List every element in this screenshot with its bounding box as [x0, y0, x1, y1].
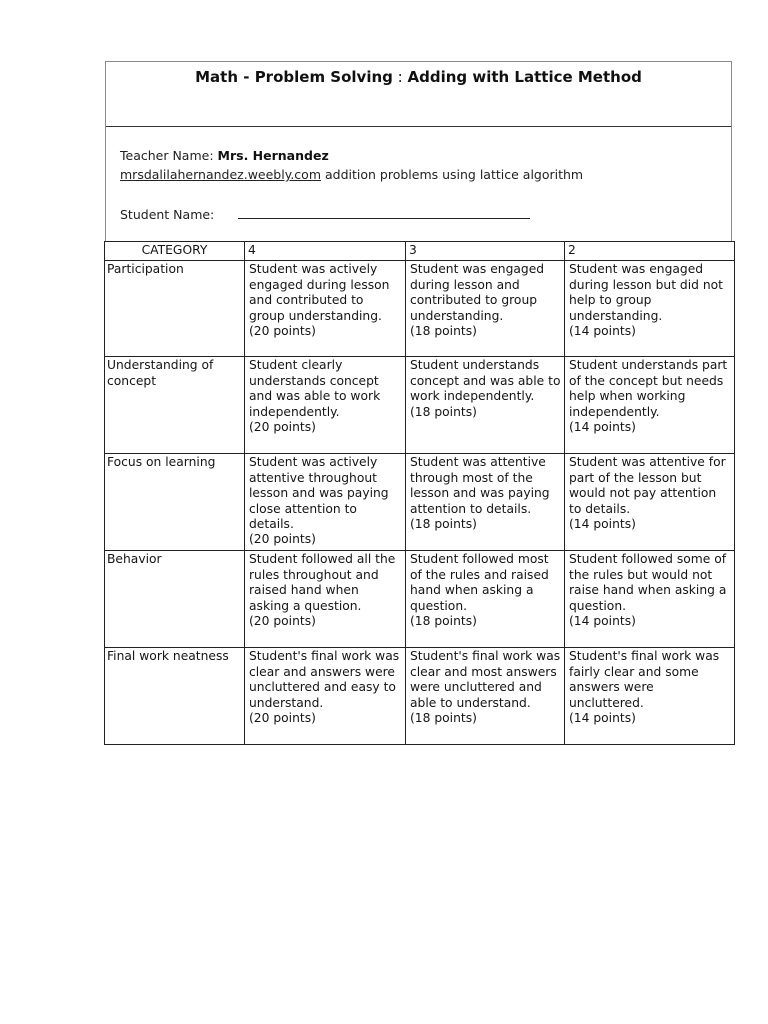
student-label: Student Name: [120, 207, 215, 222]
score-cell [406, 261, 565, 357]
cell-description: Student's final work was fairly clear and some answers were uncluttered. [569, 649, 720, 710]
cell-points: (20 points) [249, 324, 316, 339]
score-cell [565, 261, 735, 357]
student-line [120, 206, 530, 222]
website-link[interactable]: mrsdalilahernandez.weebly.com [120, 167, 321, 182]
table-row [105, 454, 735, 551]
cell-description: Student followed all the rules throughout and raised hand when asking a question. [249, 552, 396, 613]
score-cell [245, 648, 406, 745]
score-cell [245, 261, 406, 357]
cell-points: (20 points) [249, 420, 316, 435]
score-cell [565, 357, 735, 454]
cell-points: (14 points) [569, 517, 636, 532]
cell-description: Student was actively engaged during lesson and contributed to group understanding. [249, 262, 390, 323]
cell-points: (20 points) [249, 532, 316, 547]
score-cell [406, 551, 565, 648]
category-cell: Focus on learning [105, 454, 245, 551]
cell-description: Student was actively attentive throughout lesson and was paying close attention to details. [249, 455, 389, 532]
cell-description: Student's final work was clear and answers were uncluttered and easy to understand. [249, 649, 400, 710]
title-topic: Adding with Lattice Method [407, 68, 642, 86]
cell-points: (14 points) [569, 324, 636, 339]
cell-points: (18 points) [410, 711, 477, 726]
cell-points: (14 points) [569, 711, 636, 726]
cell-description: Student was attentive for part of the lesson but would not pay attention to details. [569, 455, 726, 516]
teacher-name: Mrs. Hernandez [217, 148, 329, 163]
cell-points: (20 points) [249, 711, 316, 726]
teacher-label: Teacher Name: [120, 148, 218, 163]
description-line [120, 167, 583, 182]
description-text: addition problems using lattice algorithm [321, 167, 584, 182]
cell-description: Student clearly understands concept and was able to work independently. [249, 358, 381, 419]
column-header-2: 2 [565, 242, 735, 261]
cell-points: (18 points) [410, 614, 477, 629]
cell-description: Student was engaged during lesson and contributed to group understanding. [410, 262, 545, 323]
cell-description: Student understands part of the concept but needs help when working independently. [569, 358, 728, 419]
category-cell: Understanding of concept [105, 357, 245, 454]
cell-points: (14 points) [569, 614, 636, 629]
score-cell [406, 357, 565, 454]
cell-description: Student's final work was clear and most answers were uncluttered and able to understand. [410, 649, 561, 710]
title-separator: : [392, 68, 408, 86]
score-cell [245, 551, 406, 648]
rubric-header [105, 61, 732, 241]
column-header-category: CATEGORY [105, 242, 245, 261]
cell-points: (18 points) [410, 404, 477, 419]
table-row [105, 357, 735, 454]
score-cell [245, 357, 406, 454]
score-cell [565, 454, 735, 551]
column-header-3: 3 [406, 242, 565, 261]
cell-description: Student understands concept and was able to work independently. [410, 358, 561, 404]
table-row [105, 551, 735, 648]
score-cell [565, 551, 735, 648]
category-cell: Participation [105, 261, 245, 357]
page-title [106, 68, 731, 86]
rubric-table [104, 241, 735, 745]
title-row [106, 62, 731, 127]
table-row [105, 648, 735, 745]
cell-description: Student followed most of the rules and raised hand when asking a question. [410, 552, 549, 613]
cell-description: Student followed some of the rules but would not raise hand when asking a question. [569, 552, 727, 613]
score-cell [245, 454, 406, 551]
cell-points: (18 points) [410, 517, 477, 532]
score-cell [406, 648, 565, 745]
column-header-4: 4 [245, 242, 406, 261]
cell-points: (18 points) [410, 324, 477, 339]
table-header-row [105, 242, 735, 261]
category-cell: Behavior [105, 551, 245, 648]
table-row [105, 261, 735, 357]
cell-points: (14 points) [569, 420, 636, 435]
category-cell: Final work neatness [105, 648, 245, 745]
title-subject: Math - Problem Solving [195, 68, 393, 86]
cell-points: (20 points) [249, 614, 316, 629]
student-name-blank[interactable] [238, 206, 530, 219]
score-cell [406, 454, 565, 551]
cell-description: Student was engaged during lesson but did not help to group understanding. [569, 262, 724, 323]
cell-description: Student was attentive through most of the lesson and was paying attention to details. [410, 455, 550, 516]
teacher-line [120, 148, 329, 163]
score-cell [565, 648, 735, 745]
